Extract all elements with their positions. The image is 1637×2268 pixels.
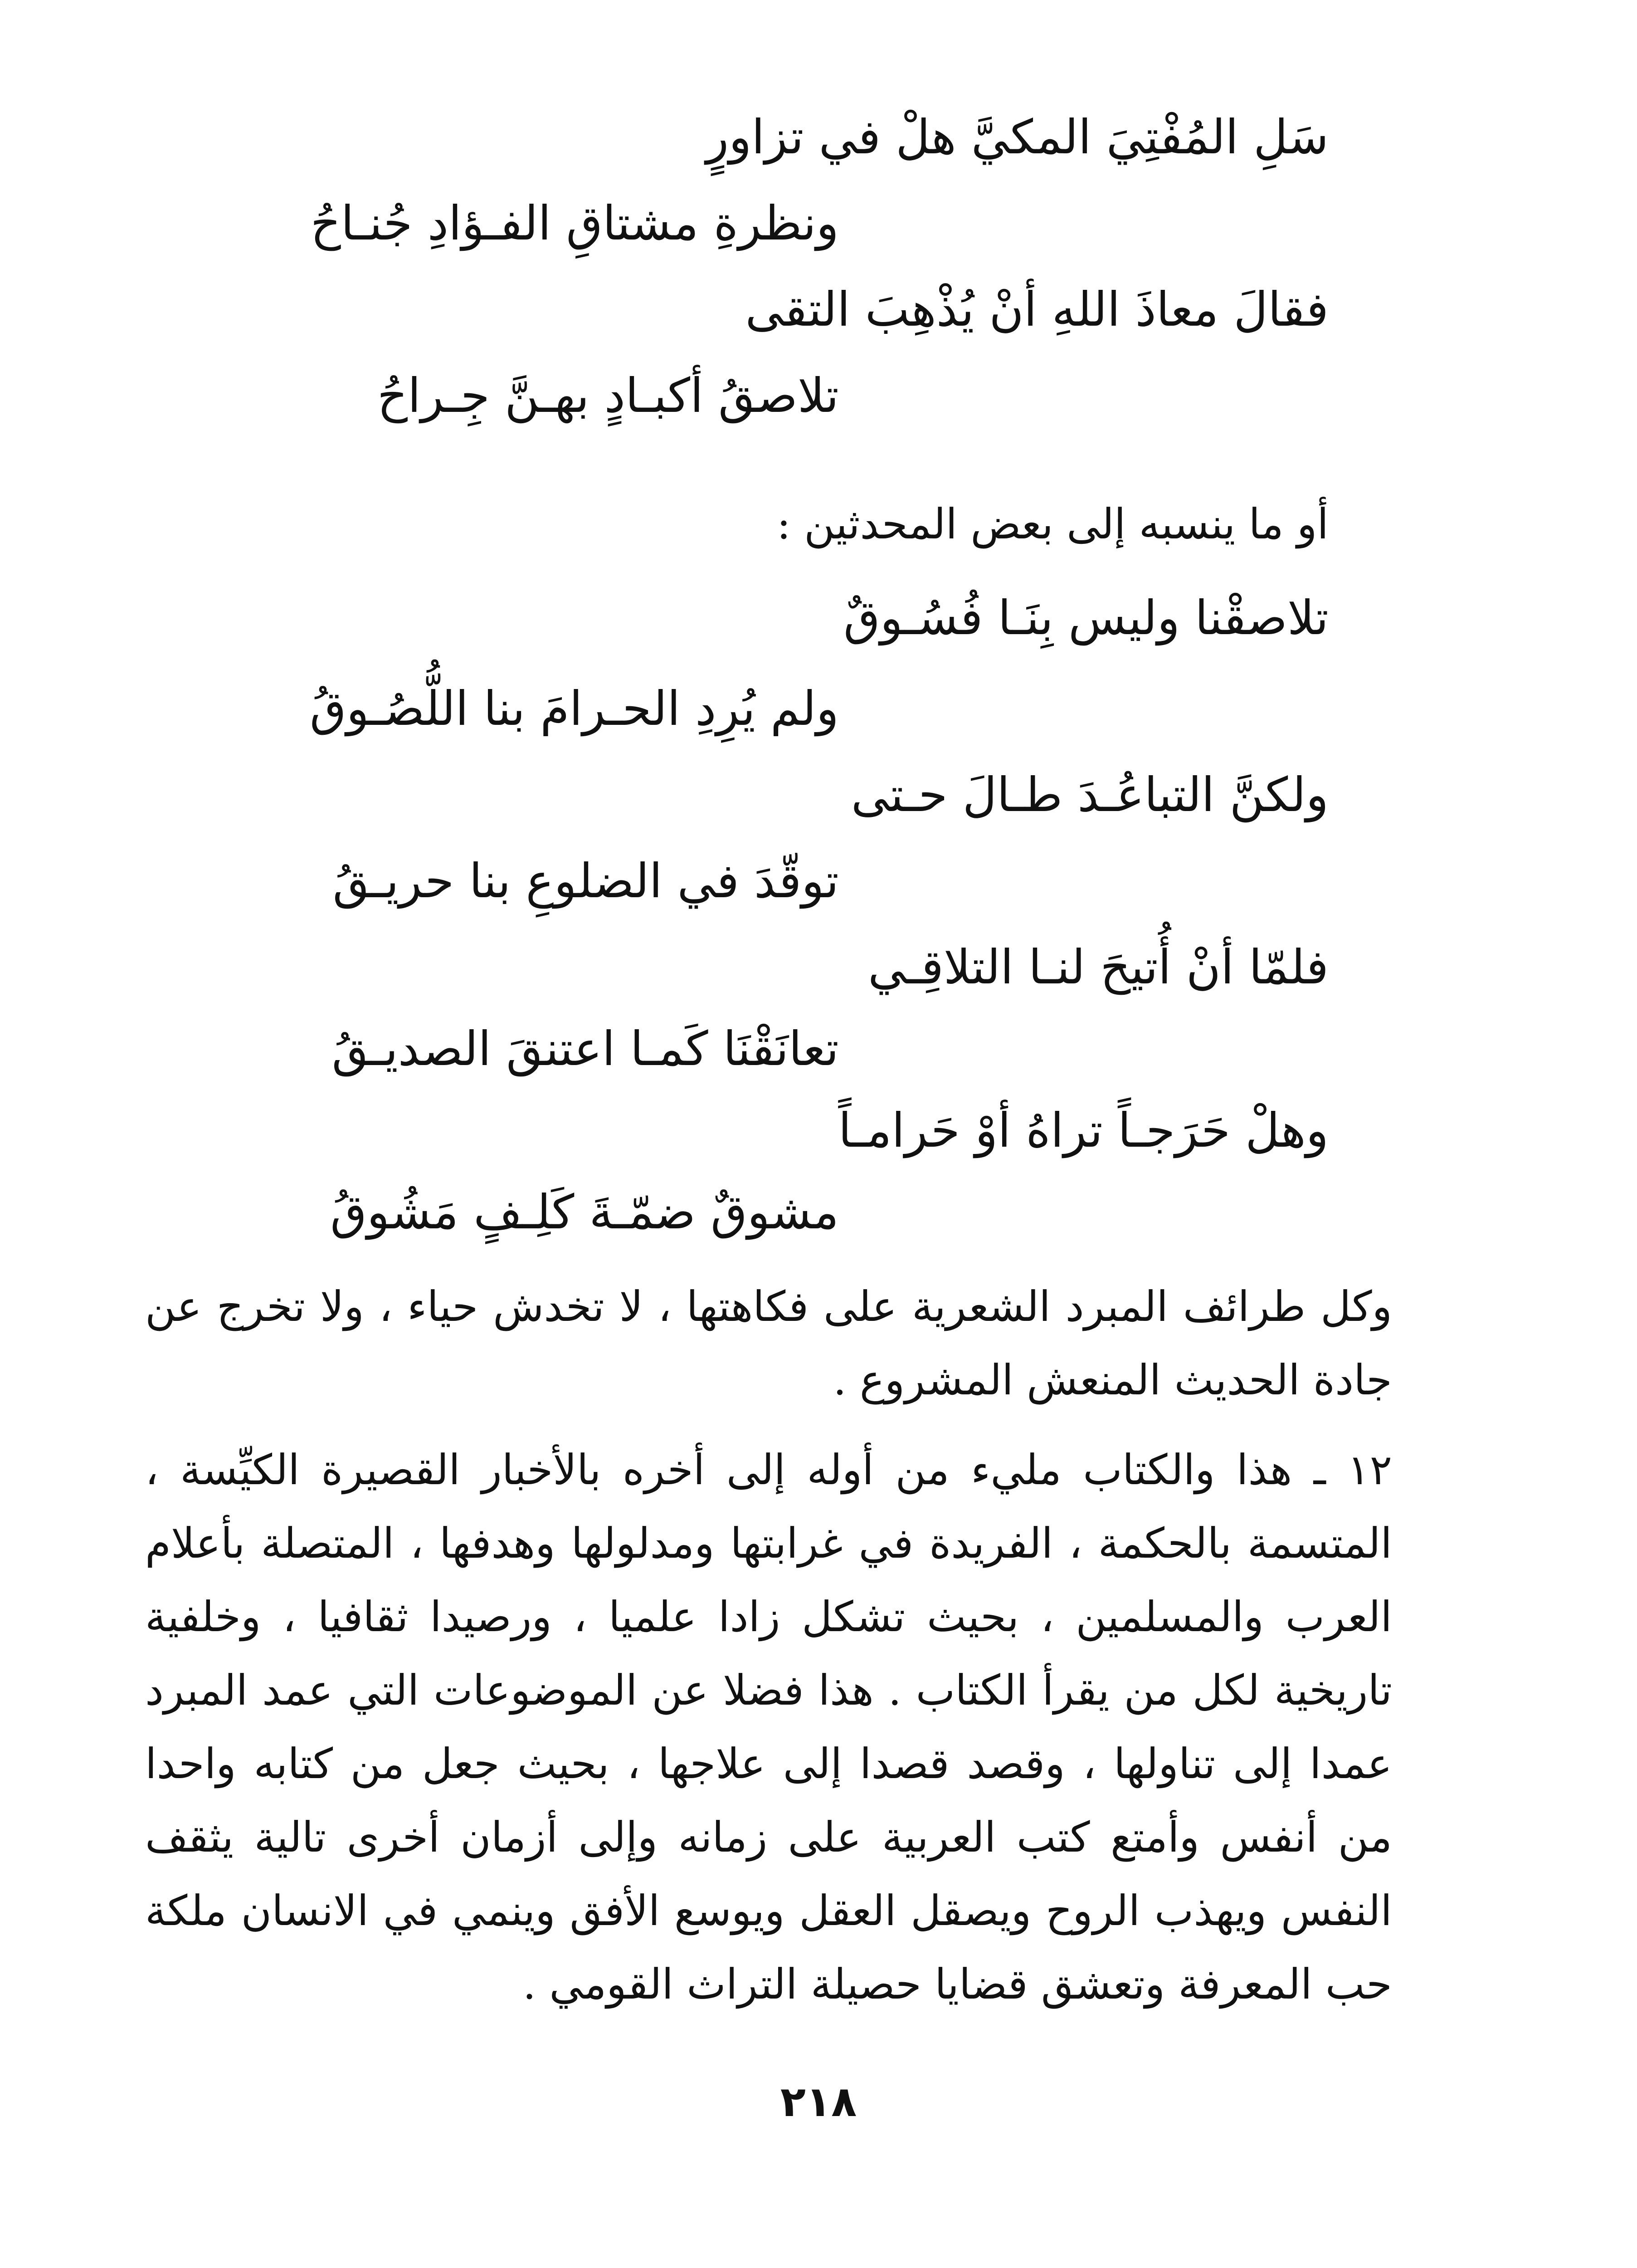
poem2-line-8: مشوقٌ ضمّـةَ كَلِـفٍ مَشُوقُ <box>330 1184 839 1240</box>
poem2-line-2: ولم يُرِدِ الحـرامَ بنا اللُّصُـوقُ <box>310 681 839 736</box>
poem1-line-1: سَلِ المُفْتِيَ المكيَّ هلْ في تزاورٍ <box>706 109 1329 165</box>
poem1-line-2: ونظرةِ مشتاقِ الفـؤادِ جُنـاحُ <box>310 196 839 251</box>
poem2-line-4: توقّدَ في الضلوعِ بنا حريـقُ <box>332 853 839 909</box>
poem1-line-4: تلاصقُ أكبـادٍ بهـنَّ جِـراحُ <box>377 368 839 423</box>
poem2-line-7: وهلْ حَرَجـاً تراهُ أوْ حَرامـاً <box>838 1103 1329 1158</box>
poem2-intro: أو ما ينسبه إلى بعض المحدثين : <box>776 500 1329 548</box>
paragraph-2: ١٢ ـ هذا والكتاب مليء من أوله إلى أخره بالأخبار القصيرة الكيِّسة ، المتسمة بالحكمة ، الفريدة في غرابتها ومدلولها وهدفها ، المتصلة بأعلام العرب والمسلمين ، بحيث تشكل زادا علميا ، ورصيدا ثقافيا ، وخلفية تاريخية لكل من يقرأ الكتاب . هذا فضلا عن الموضوعات التي عمد المبرد عمدا إلى تناولها ، وقصد قصدا إلى علاجها ، بحيث جعل من كتابه واحدا من أنفس وأمتع كتب العربية على زمانه وإلى أزمان أخرى تالية يثقف النفس ويهذب الروح ويصقل العقل ويوسع الأفق وينمي في الانسان ملكة حب المعرفة وتعشق قضايا حصيلة التراث القومي . <box>145 1446 1392 2009</box>
poem2-line-3: ولكنَّ التباعُـدَ طـالَ حـتى <box>851 767 1329 822</box>
poem2-line-5: فلمّا أنْ أُتيحَ لنـا التلاقِـي <box>868 939 1329 995</box>
poem2-line-6: تعانَقْنَا كَمـا اعتنقَ الصديـقُ <box>331 1021 839 1076</box>
page-number: ٢١٨ <box>780 2077 857 2126</box>
paragraph-1: وكل طرائف المبرد الشعرية على فكاهتها ، لا تخدش حياء ، ولا تخرج عن جادة الحديث المنعش المشروع . <box>145 1282 1392 1404</box>
poem2-line-1: تلاصقْنا وليس بِنَـا فُسُـوقٌ <box>843 590 1329 645</box>
poem1-line-3: فقالَ معاذَ اللهِ أنْ يُذْهِبَ التقى <box>745 282 1329 337</box>
